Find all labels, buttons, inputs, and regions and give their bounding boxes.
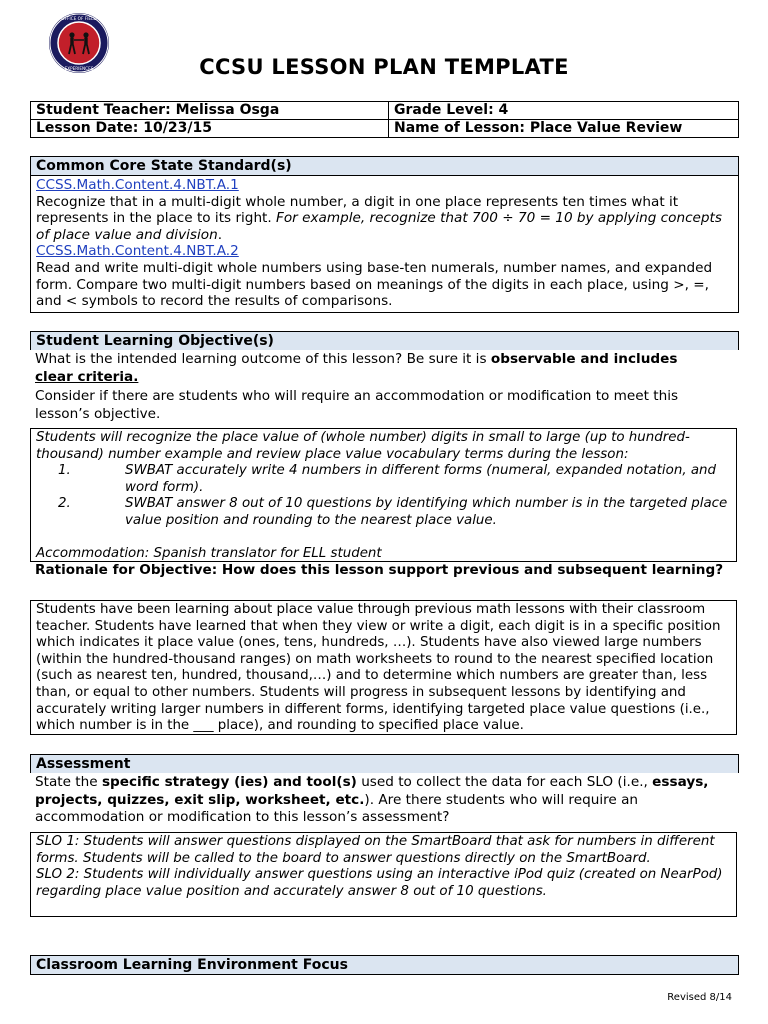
standard-text-2: Read and write multi-digit whole numbers using base-ten numerals, number names, and expanded form. Compare two multi-digit numbers based on meanings of the digits in each place, using >, =, and < symbols to record the results of comparisons.: [36, 259, 713, 310]
standards-section: [30, 156, 739, 313]
assessment-box: [30, 832, 737, 917]
lesson-info-table: [30, 101, 739, 138]
assessment-section: [30, 754, 739, 773]
standard-example: For example, recognize that 700 ÷ 70 = 10 by applying concepts of place value and division: [36, 210, 722, 243]
environment-heading: Classroom Learning Environment Focus: [31, 956, 738, 974]
list-item: 1. SWBAT accurately write 4 numbers in different forms (numeral, expanded notation, and word form).: [58, 463, 717, 495]
objectives-section: [30, 331, 739, 350]
objectives-list: [36, 463, 731, 529]
revised-note: Revised 8/14: [667, 992, 732, 1003]
objectives-heading: Student Learning Objective(s): [31, 332, 738, 350]
standard-link-nbt-a2[interactable]: CCSS.Math.Content.4.NBT.A.2: [36, 243, 239, 260]
svg-text:EXPERIENCES: EXPERIENCES: [64, 66, 94, 71]
objectives-intro: Students will recognize the place value of (whole number) digits in small to large (up to hundred-thousand) number example and review place value vocabulary terms during the lesson:: [36, 430, 690, 462]
rationale-text: Students have been learning about place value through previous math lessons with their classroom teacher. Students have learned that when they view or write a digit, each digit is in a specific position which indicates it place value (ones, tens, hundreds, …). Students have also viewed large numbers (within the hundred-thousand ranges) on math worksheets to round to the nearest specified location (such as nearest ten, hundred, thousand,…) and to determine which numbers are greater than, less than, or equal to other numbers. Students will progress in subsequent lessons by identifying and accurately writing larger numbers in different forms, identifying targeted place value questions (i.e., which number is in the ___ place), and rounding to specified place value.: [36, 602, 721, 734]
lesson-name-cell: Name of Lesson: Place Value Review: [389, 120, 739, 138]
grade-level-cell: Grade Level: 4: [389, 102, 739, 120]
page-title: CCSU LESSON PLAN TEMPLATE: [199, 55, 569, 79]
standard-text-1: Recognize that in a multi-digit whole number, a digit in one place represents ten times what it represents in the place to its right. For example, recognize that 700 ÷ 70 = 10 by applying concepts of place value and division.: [36, 193, 722, 243]
objectives-box: [30, 428, 737, 562]
assessment-heading: Assessment: [31, 755, 738, 773]
list-item: 2. SWBAT answer 8 out of 10 questions by identifying which number is in the targeted place value position and rounding to the nearest place value.: [58, 496, 728, 528]
rationale-box: [30, 600, 737, 735]
svg-text:OFFICE OF FIELD: OFFICE OF FIELD: [61, 16, 97, 21]
accommodation-note: Accommodation: Spanish translator for ELL student: [36, 545, 382, 561]
slo-1-assessment: SLO 1: Students will answer questions displayed on the SmartBoard that ask for numbers in different forms. Students will be called to the board to answer questions directly on the SmartBoard.: [36, 834, 715, 866]
lesson-date-cell: Lesson Date: 10/23/15: [31, 120, 389, 138]
assessment-prompt: State the specific strategy (ies) and tool(s) used to collect the data for each SLO (i.e., essays, projects, quizzes, exit slip, worksheet, etc.). Are there students who will require an accommodation or modification to this lesson’s assessment?: [35, 774, 709, 825]
standard-link-nbt-a1[interactable]: CCSS.Math.Content.4.NBT.A.1: [36, 177, 239, 193]
slo-2-assessment: SLO 2: Students will individually answer questions using an interactive iPod quiz (created on NearPod) regarding place value position and accurately answer 8 out of 10 questions.: [36, 867, 723, 899]
rationale-prompt: Rationale for Objective: How does this lesson support previous and subsequent learning?: [35, 562, 724, 578]
objectives-prompt: What is the intended learning outcome of this lesson? Be sure it is observable and includes clear criteria. Consider if there are students who will require an accommodation or modification to meet this lesson’s objective.: [35, 351, 679, 422]
standards-heading: Common Core State Standard(s): [31, 157, 738, 176]
student-teacher-cell: Student Teacher: Melissa Osga: [31, 102, 389, 120]
environment-section: [30, 955, 739, 975]
